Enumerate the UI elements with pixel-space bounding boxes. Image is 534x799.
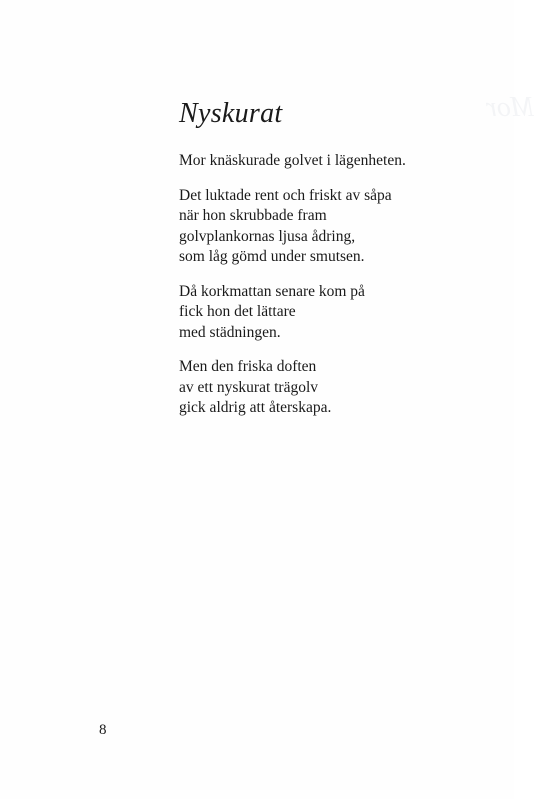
poem-line: av ett nyskurat trägolv (179, 378, 319, 396)
stanza-3 (179, 282, 479, 344)
stanza-2 (179, 186, 479, 268)
stanza-1 (179, 151, 479, 172)
poem-line: Då korkmattan senare kom på (179, 282, 365, 300)
stanza-4 (179, 357, 479, 419)
poem-body (179, 151, 479, 433)
bleed-through-text: Mor (485, 92, 534, 123)
poem-line: Det luktade rent och friskt av såpa (179, 186, 392, 204)
poem-line: när hon skrubbade fram (179, 207, 327, 224)
page-number: 8 (99, 722, 107, 738)
poem-line: Mor knäskurade golvet i lägenheten. (179, 152, 406, 169)
poem-line: golvplankornas ljusa ådring, (179, 227, 356, 245)
poem-line: som låg gömd under smutsen. (179, 248, 365, 265)
poem-line: Men den friska doften (179, 358, 317, 375)
poem-line: gick aldrig att återskapa. (179, 399, 332, 416)
poem-line: fick hon det lättare (179, 303, 296, 320)
poem-line: med städningen. (179, 323, 281, 341)
poem-title: Nyskurat (179, 98, 283, 129)
